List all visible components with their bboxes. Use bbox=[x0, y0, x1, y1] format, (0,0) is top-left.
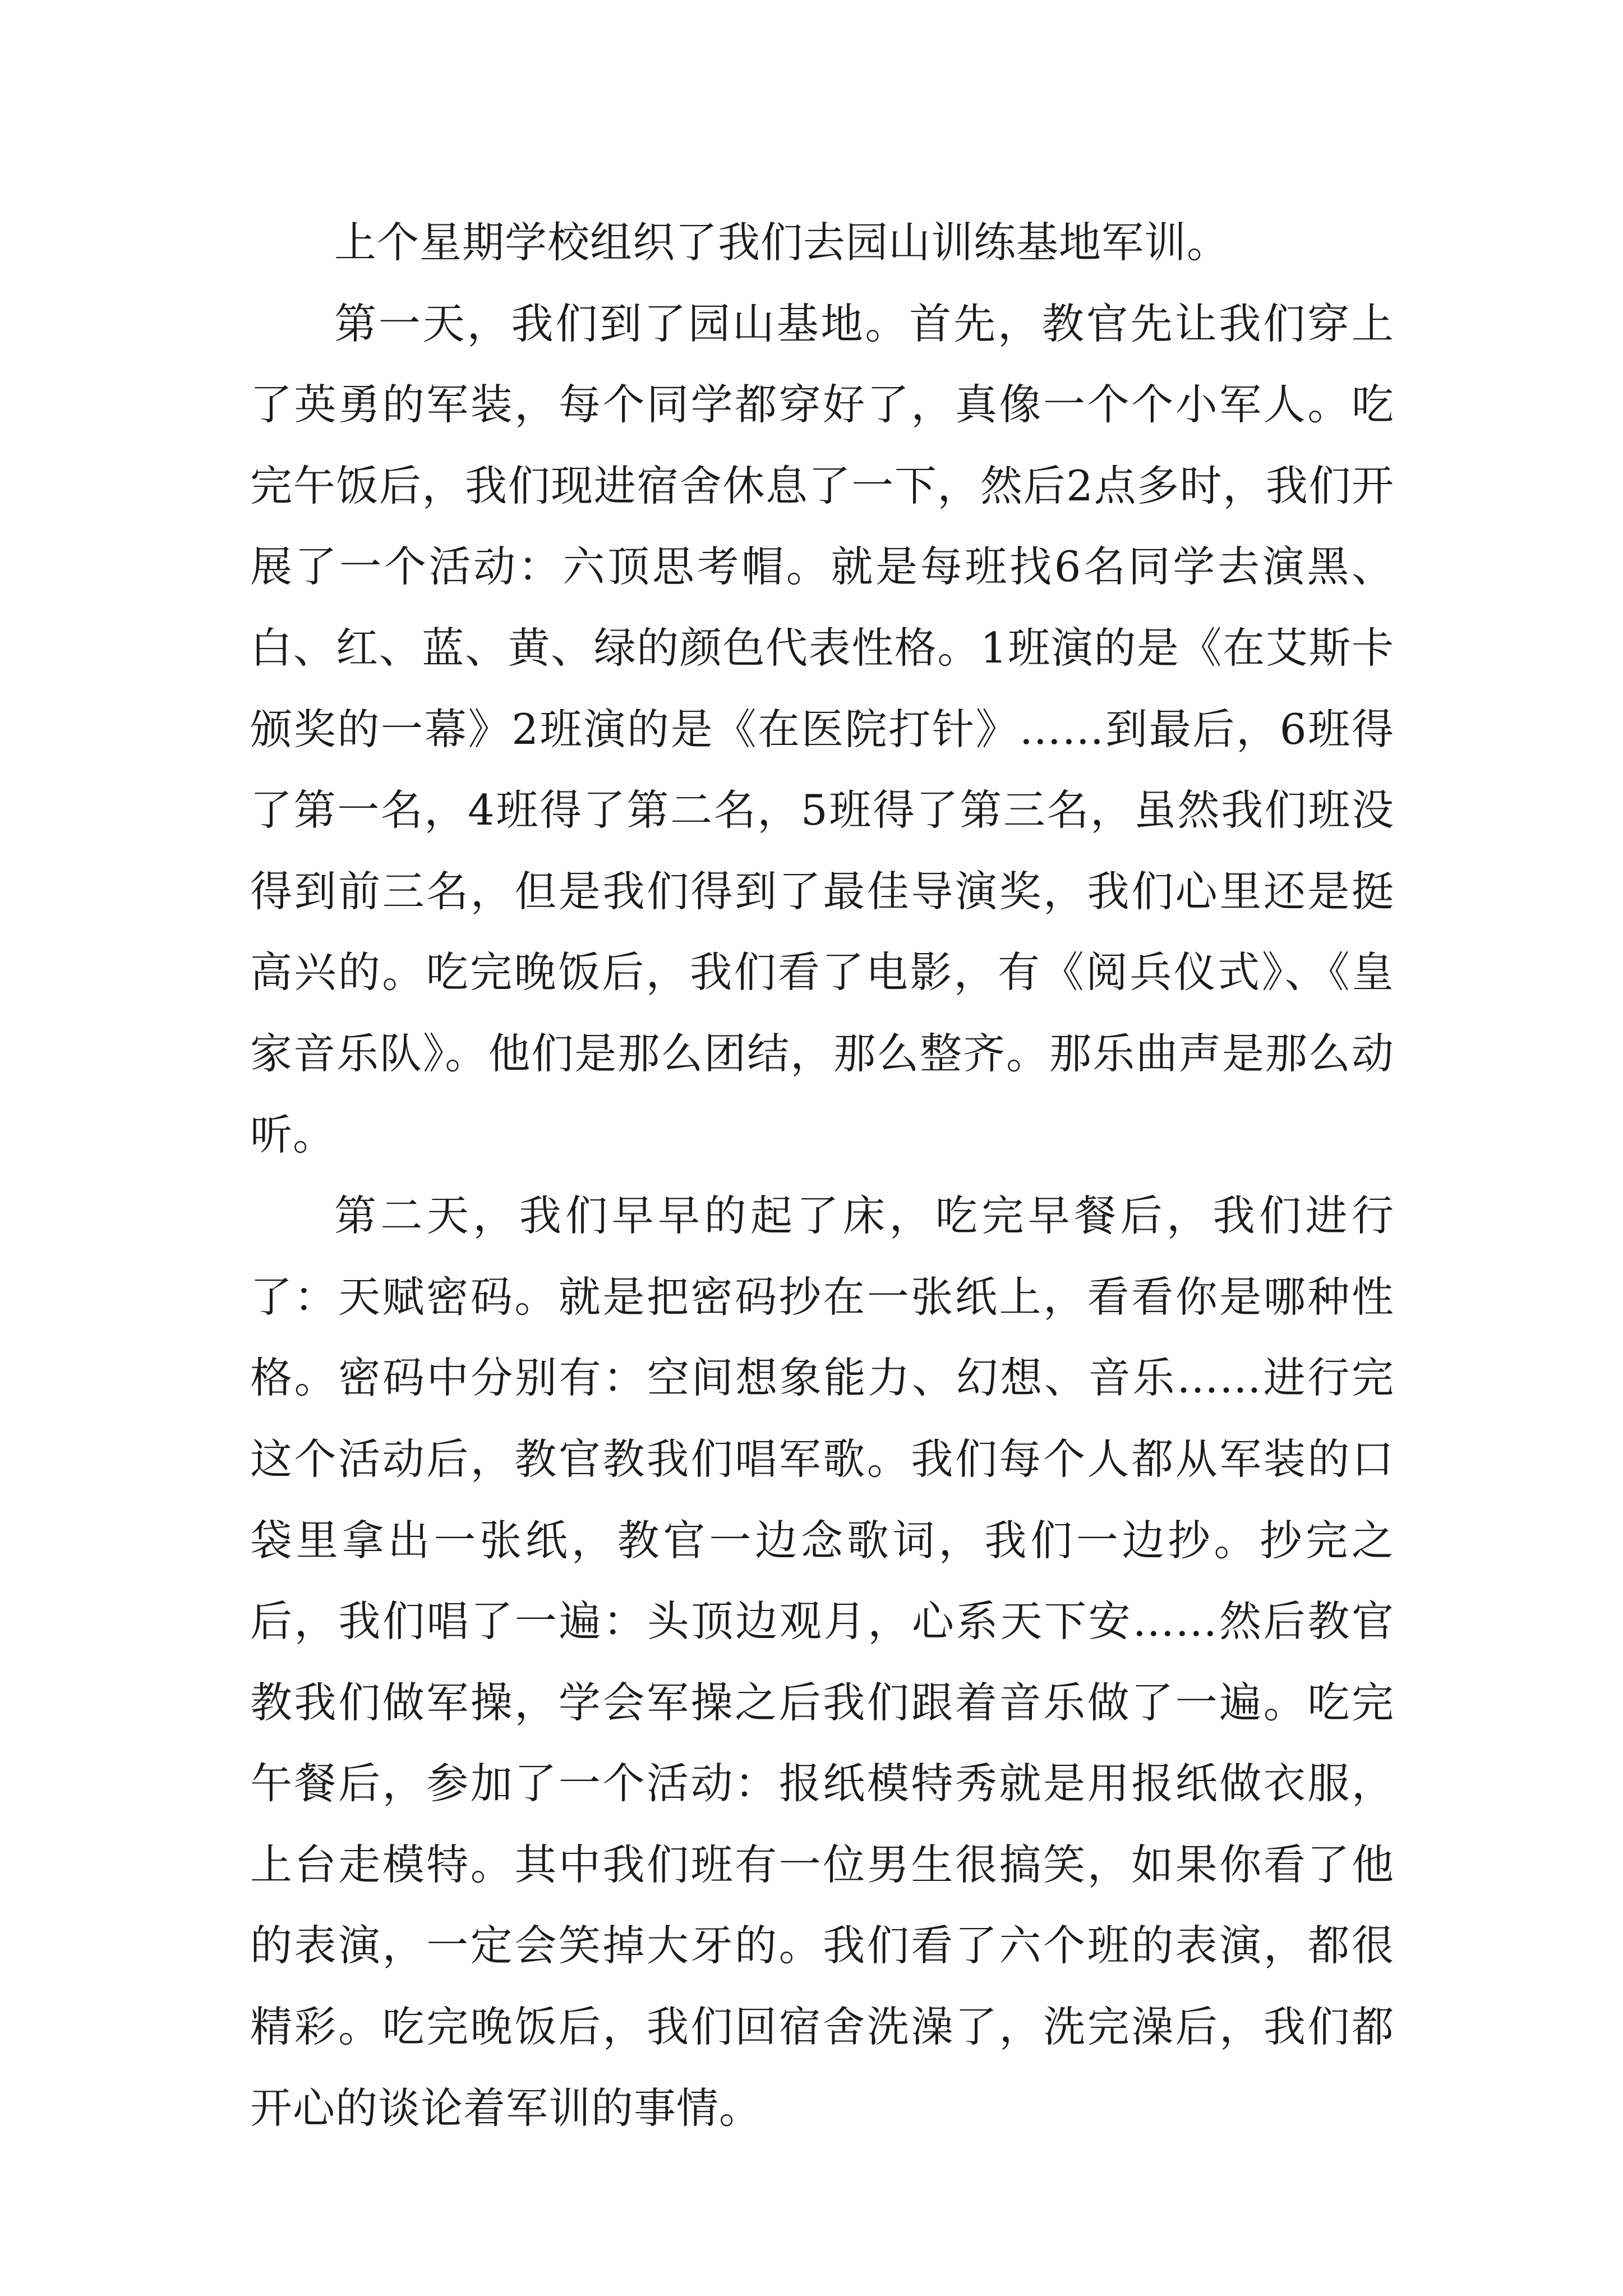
paragraph-intro: 上个星期学校组织了我们去园山训练基地军训。 bbox=[334, 218, 1230, 267]
paragraph-day-two: 第二天，我们早早的起了床，吃完早餐后，我们进行了：天赋密码。就是把密码抄在一张纸上，看看你是哪种性格。密码中分别有：空间想象能力、幻想、音乐……进行完这个活动后，教官教我们唱军歌。我们每个人都从军装的口袋里拿出一张纸，教官一边念歌词，我们一边抄。抄完之后，我们唱了一遍：头顶边观月，心系天下安……然后教官教我们做军操，学会军操之后我们跟着音乐做了一遍。吃完午餐后，参加了一个活动：报纸模特秀就是用报纸做衣服，上台走模特。其中我们班有一位男生很搞笑，如果你看了他的表演，一定会笑掉大牙的。我们看了六个班的表演，都很精彩。吃完晚饭后，我们回宿舍洗澡了，洗完澡后，我们都开心的谈论着军训的事情。 bbox=[250, 1191, 1394, 2133]
document-body bbox=[250, 202, 1394, 2148]
paragraph-day-one: 第一天，我们到了园山基地。首先，教官先让我们穿上了英勇的军装，每个同学都穿好了，真像一个个小军人。吃完午饭后，我们现进宿舍休息了一下，然后2点多时，我们开展了一个活动：六顶思考帽。就是每班找6名同学去演黑、白、红、蓝、黄、绿的颜色代表性格。1班演的是《在艾斯卡颁奖的一幕》2班演的是《在医院打针》……到最后，6班得了第一名，4班得了第二名，5班得了第三名，虽然我们班没得到前三名，但是我们得到了最佳导演奖，我们心里还是挺高兴的。吃完晚饭后，我们看了电影，有《阅兵仪式》、《皇家音乐队》。他们是那么团结，那么整齐。那乐曲声是那么动听。 bbox=[250, 298, 1394, 1159]
